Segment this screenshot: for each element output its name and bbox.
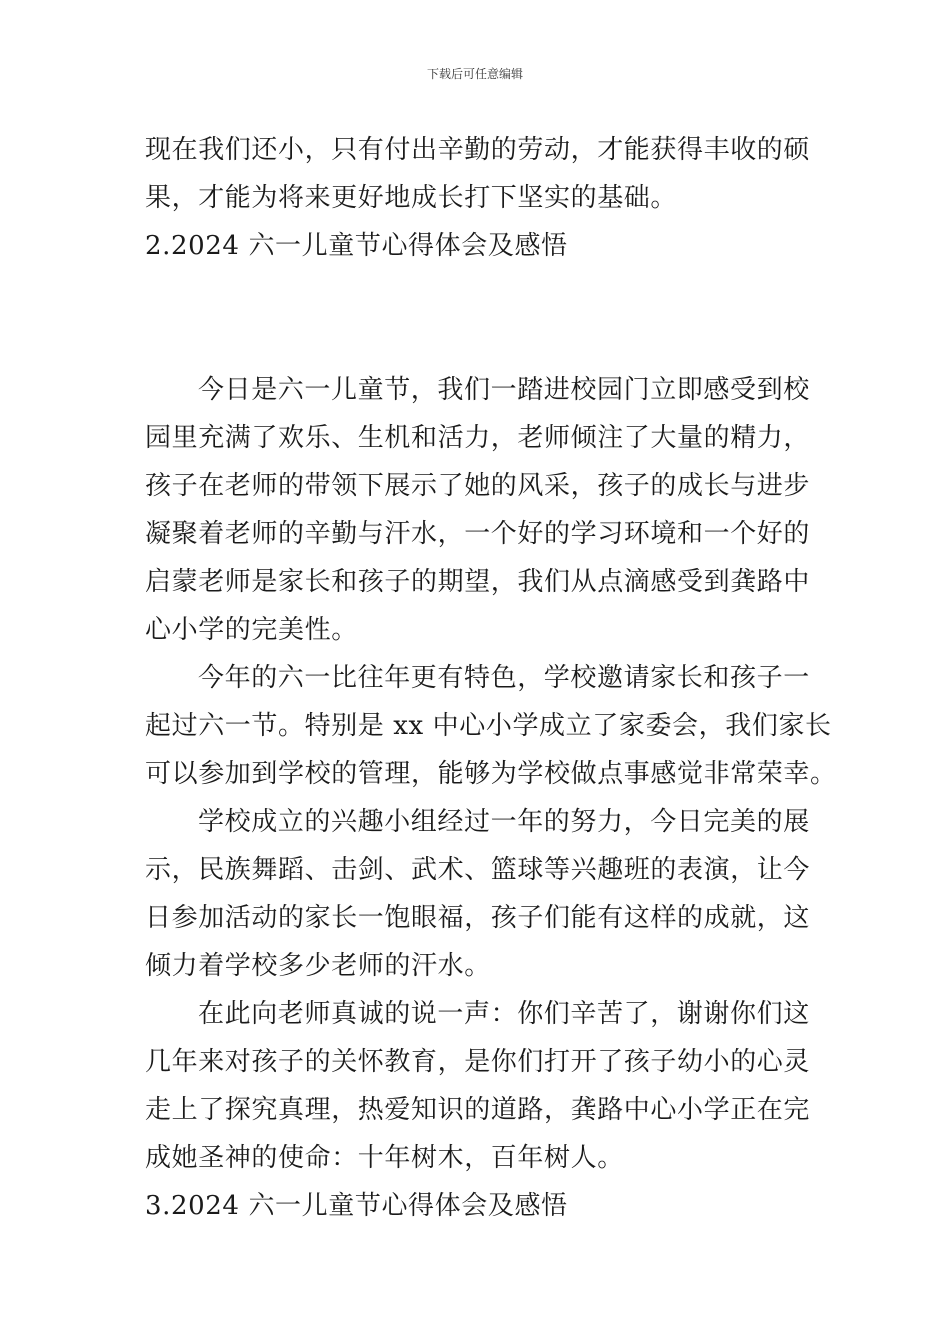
text-line: 孩子在老师的带领下展示了她的风采，孩子的成长与进步: [145, 471, 811, 501]
section-gap: [145, 270, 810, 366]
text-line: 凝聚着老师的辛勤与汗水，一个好的学习环境和一个好的: [145, 519, 811, 549]
paragraph-first-line: 今日是六一儿童节，我们一踏进校园门立即感受到校: [198, 375, 810, 405]
text-line: 几年来对孩子的关怀教育，是你们打开了孩子幼小的心灵: [145, 1047, 811, 1077]
page-header: 下载后可任意编辑: [426, 67, 523, 81]
text-line: 心小学的完美性。: [145, 615, 358, 645]
text-line: 园里充满了欢乐、生机和活力，老师倾注了大量的精力，: [145, 423, 811, 453]
text-line: 起过六一节。特别是 xx 中心小学成立了家委会，我们家长: [145, 711, 832, 741]
text-line: 可以参加到学校的管理，能够为学校做点事感觉非常荣幸。: [145, 759, 837, 789]
document-body: [145, 126, 837, 1230]
text-line: 启蒙老师是家长和孩子的期望，我们从点滴感受到龚路中: [145, 567, 811, 597]
text-line: 日参加活动的家长一饱眼福，孩子们能有这样的成就，这: [145, 903, 811, 933]
section-heading: 3.2024 六一儿童节心得体会及感悟: [145, 1191, 568, 1221]
paragraph-first-line: 在此向老师真诚的说一声：你们辛苦了，谢谢你们这: [198, 999, 810, 1029]
paragraph-first-line: 今年的六一比往年更有特色，学校邀请家长和孩子一: [198, 663, 810, 693]
text-line: 成她圣神的使命：十年树木，百年树人。: [145, 1143, 624, 1173]
text-line: 走上了探究真理，热爱知识的道路，龚路中心小学正在完: [145, 1095, 811, 1125]
section-heading: 2.2024 六一儿童节心得体会及感悟: [145, 231, 568, 261]
paragraph-first-line: 学校成立的兴趣小组经过一年的努力，今日完美的展: [198, 807, 810, 837]
text-line: 示，民族舞蹈、击剑、武术、篮球等兴趣班的表演，让今: [145, 855, 811, 885]
text-line: 倾力着学校多少老师的汗水。: [145, 951, 491, 981]
text-line: 果，才能为将来更好地成长打下坚实的基础。: [145, 183, 678, 213]
text-line: 现在我们还小，只有付出辛勤的劳动，才能获得丰收的硕: [145, 135, 811, 165]
